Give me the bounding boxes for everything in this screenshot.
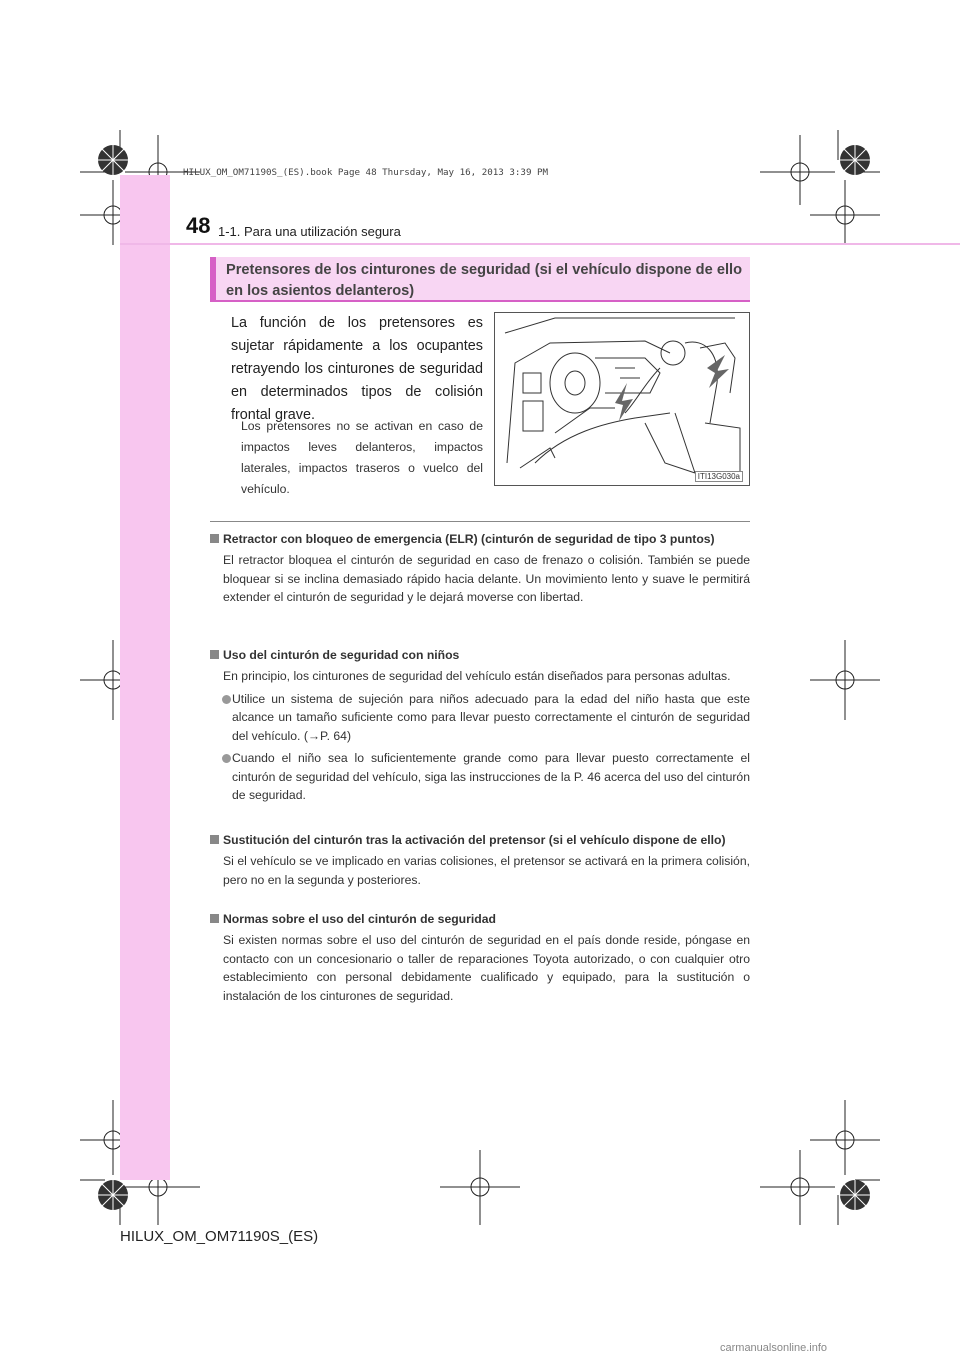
item-elr xyxy=(210,531,750,607)
square-bullet-icon xyxy=(210,914,219,923)
item-body: Si el vehículo se ve implicado en varias colisiones, el pretensor se activará en la primera colisión, pero no en la segunda y posteriores. xyxy=(223,854,750,887)
square-bullet-icon xyxy=(210,835,219,844)
item-children xyxy=(210,647,750,805)
round-bullet-icon xyxy=(222,754,231,763)
figure-code: ITI13G030a xyxy=(695,471,743,482)
section-heading: Pretensores de los cinturones de seguridad (si el vehículo dispone de ello en los asientos delanteros) xyxy=(226,262,742,299)
section-title: 1-1. Para una utilización segura xyxy=(218,224,401,239)
section-divider xyxy=(210,521,750,522)
chapter-tab-band xyxy=(120,175,170,1180)
item-title: Retractor con bloqueo de emergencia (ELR) (cinturón de seguridad de tipo 3 puntos) xyxy=(210,531,750,548)
square-bullet-icon xyxy=(210,534,219,543)
page-number: 48 xyxy=(186,213,211,238)
square-bullet-icon xyxy=(210,650,219,659)
item-body: El retractor bloquea el cinturón de seguridad en caso de frenazo o colisión. También se puede bloquear si se inclina demasiado rápido hacia delante. Un movimiento lento y suave le permitirá extender el cinturón de seguridad y le dejará moverse con libertad. xyxy=(223,553,750,604)
footer-code: HILUX_OM_OM71190S_(ES) xyxy=(120,1228,319,1245)
header-rule xyxy=(120,243,960,245)
section-heading-box xyxy=(210,257,750,302)
item-title: Normas sobre el uso del cinturón de seguridad xyxy=(210,911,750,928)
item-replacement xyxy=(210,832,750,889)
pretensioner-illustration xyxy=(494,312,750,486)
watermark: carmanualsonline.info xyxy=(720,1342,828,1354)
print-stamp: HILUX_OM_OM71190S_(ES).book Page 48 Thursday, May 16, 2013 3:39 PM xyxy=(183,167,549,178)
item-title: Sustitución del cinturón tras la activación del pretensor (si el vehículo dispone de ello) xyxy=(210,832,750,849)
intro-paragraph: La función de los pretensores es sujetar rápidamente a los ocupantes retrayendo los cinturones de seguridad en determinados tipos de colisión frontal grave. xyxy=(231,315,483,423)
round-bullet-icon xyxy=(222,695,231,704)
bullet-item: Cuando el niño sea lo suficientemente grande como para llevar puesto correctamente el cinturón de seguridad del vehículo, siga las instrucciones de la P. 46 acerca del uso del cinturón de seguridad. xyxy=(210,749,750,805)
item-title: Uso del cinturón de seguridad con niños xyxy=(210,647,750,664)
item-body: En principio, los cinturones de seguridad del vehículo están diseñados para personas adultas. xyxy=(223,669,731,683)
car-interior-drawing xyxy=(495,313,749,485)
bullet-item: Utilice un sistema de sujeción para niños adecuado para la edad del niño hasta que este alcance un tamaño suficiente como para llevar puesto correctamente el cinturón de seguridad del vehículo. (→P. 64) xyxy=(210,690,750,746)
item-regulations xyxy=(210,911,750,1005)
item-body: Si existen normas sobre el uso del cinturón de seguridad en el país donde reside, póngase en contacto con un concesionario o taller de reparaciones Toyota autorizado, o con cualquier otro establecimiento con personal debidamente cualificado y equipado, para la sustitución o instalación de los cinturones de seguridad. xyxy=(223,933,750,1003)
intro-note: Los pretensores no se activan en caso de impactos leves delanteros, impactos laterales, impactos traseros o vuelco del vehículo. xyxy=(241,419,483,496)
